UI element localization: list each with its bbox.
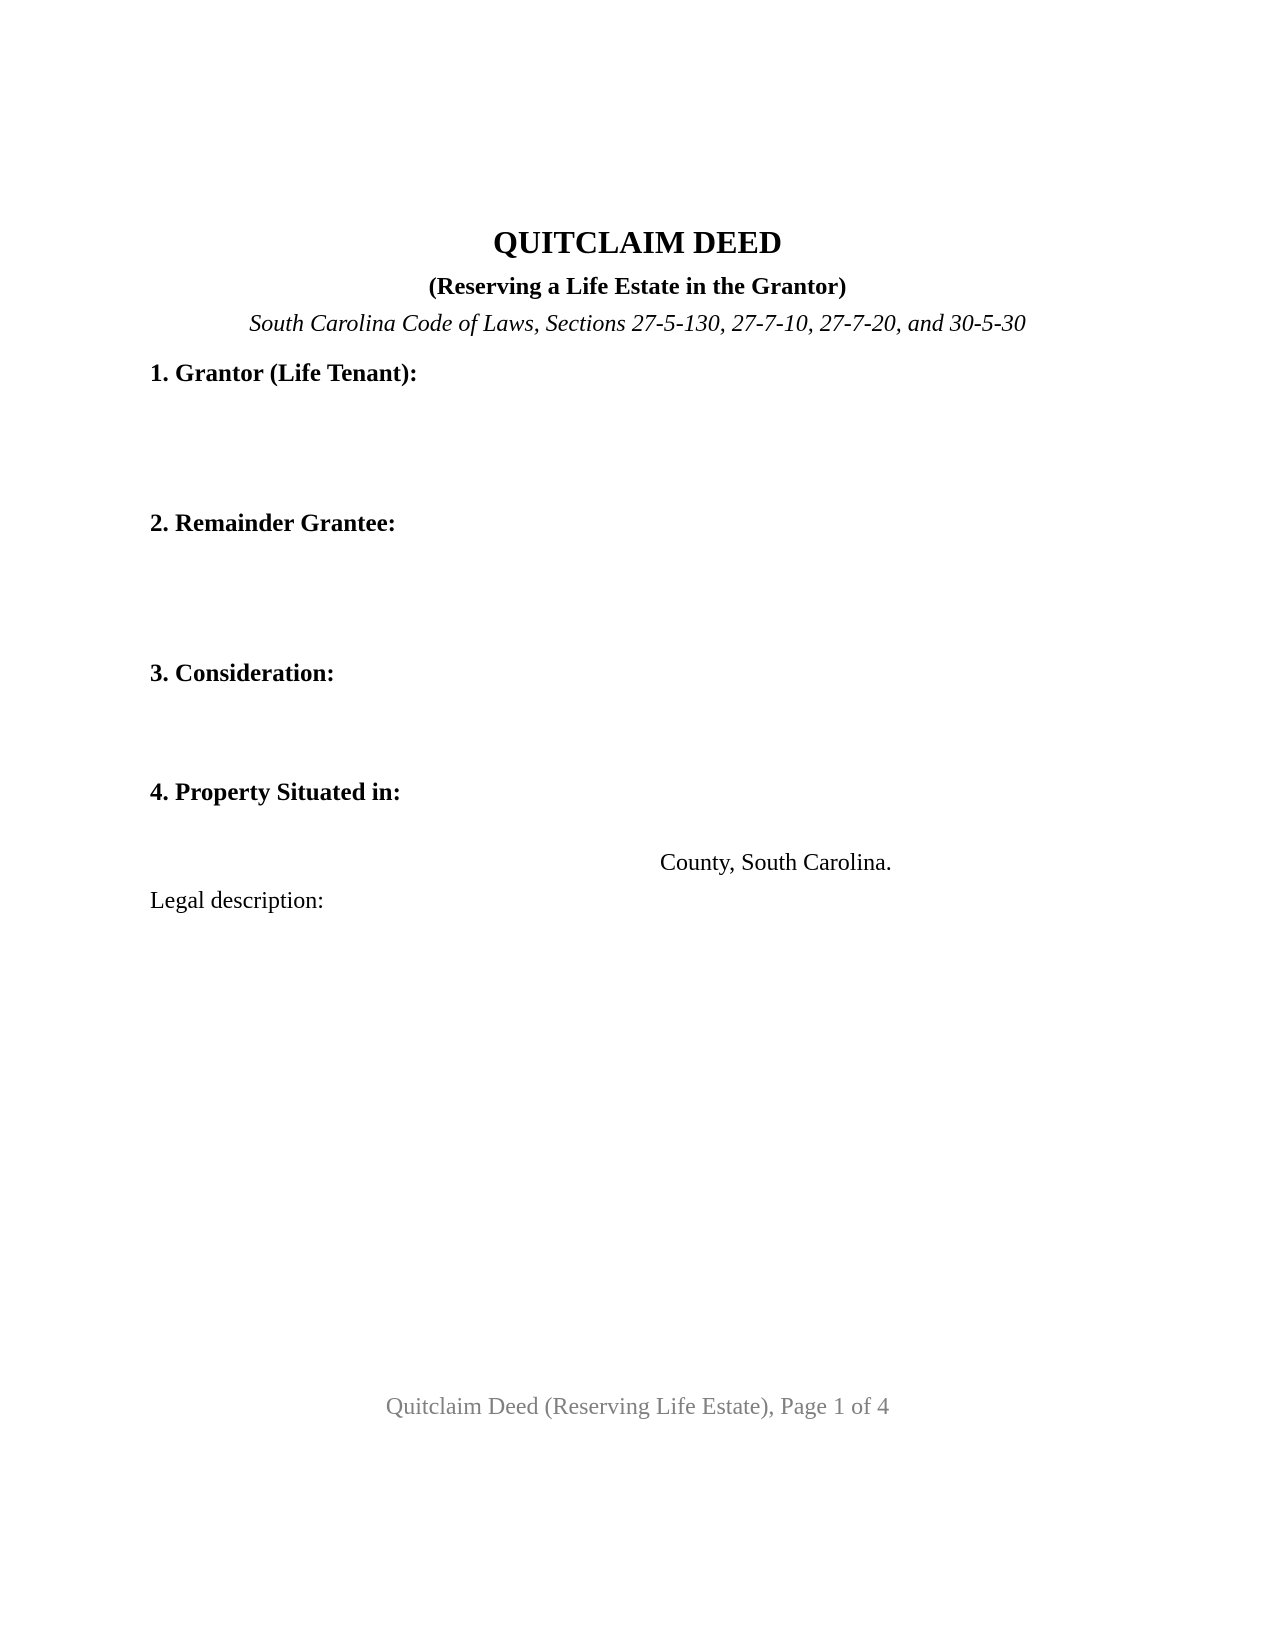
section-consideration-heading: 3. Consideration: [150,660,335,687]
document-title: QUITCLAIM DEED [493,224,782,260]
statute-reference: South Carolina Code of Laws, Sections 27-5-130, 27-7-10, 27-7-20, and 30-5-30 [249,311,1026,337]
document-subtitle: (Reserving a Life Estate in the Grantor) [428,273,847,300]
county-suffix-text: County, South Carolina. [660,850,892,876]
legal-description-label: Legal description: [150,888,324,914]
page-footer: Quitclaim Deed (Reserving Life Estate), Page 1 of 4 [385,1394,890,1420]
section-property-heading: 4. Property Situated in: [150,779,401,806]
section-remainder-grantee-heading: 2. Remainder Grantee: [150,510,397,537]
section-grantor-heading: 1. Grantor (Life Tenant): [150,360,418,387]
